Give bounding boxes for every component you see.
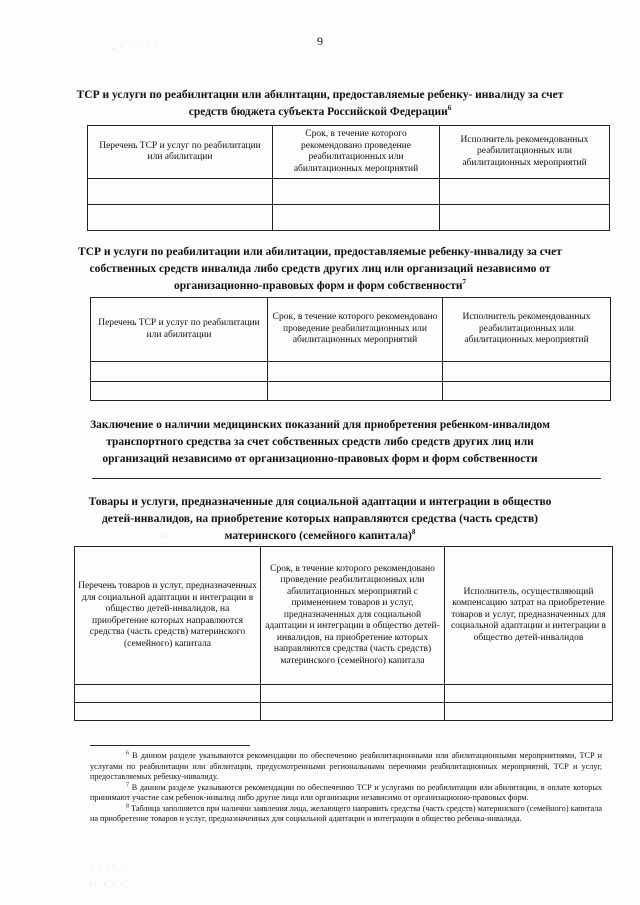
section1-table xyxy=(87,125,610,231)
table-cell xyxy=(261,685,445,703)
table-cell xyxy=(273,179,440,205)
section1-title-line: ТСР и услуги по реабилитации или абилитации, предоставляемые ребенку- инвалиду за счет xyxy=(76,89,564,101)
table-cell xyxy=(443,362,611,382)
table-header-cell: Исполнитель рекомендованных реабилитационных или абилитационных мероприятий xyxy=(440,126,610,179)
table-cell xyxy=(88,205,273,231)
table-cell xyxy=(268,362,443,382)
section2-table xyxy=(90,297,611,401)
section3-title-line: транспортного средства за счет собственных средств либо средств других лиц или xyxy=(106,436,534,448)
table-header-cell: Срок, в течение которого рекомендовано проведение реабилитационных или абилитационных мероприятий с применением товаров и услуг, предназначенных для социальной адаптации и интеграции в общество детей-инвалидов, на приобретение которых направляются средства (часть средств) материнского (семейного) капитала xyxy=(261,547,445,685)
table-header-cell: Перечень ТСР и услуг по реабилитации или абилитации xyxy=(91,298,268,362)
table-cell xyxy=(440,179,610,205)
section3-title-line: Заключение о наличии медицинских показаний для приобретения ребенком-инвалидом xyxy=(90,419,550,431)
table-row xyxy=(75,703,613,721)
footnote-ref: 7 xyxy=(462,278,467,287)
table-row xyxy=(88,205,610,231)
table-row xyxy=(91,362,611,382)
section4-title-line: Товары и услуги, предназначенные для социальной адаптации и интеграции в общество xyxy=(88,496,552,508)
footnote-ref: 8 xyxy=(411,528,416,537)
scan-artifact: ·· · · · xyxy=(90,880,126,889)
footnote-number: 8 xyxy=(126,802,129,809)
footnote-separator xyxy=(90,745,250,746)
table-header-cell: Срок, в течение которого рекомендовано проведение реабилитационных или абилитационных мероприятий xyxy=(273,126,440,179)
table-header-cell: Перечень товаров и услуг, предназначенных для социальной адаптации и интеграции в общество детей-инвалидов, на приобретение которых направляются средства (часть средств) материнского (семейного) капитала xyxy=(75,547,261,685)
table-row xyxy=(75,685,613,703)
table-cell xyxy=(91,362,268,382)
section4-table xyxy=(74,546,613,721)
scan-artifact: . · · · · · xyxy=(112,42,160,51)
table-cell xyxy=(75,703,261,721)
table-cell xyxy=(261,703,445,721)
table-header-row xyxy=(88,126,610,179)
section3-title xyxy=(70,417,570,468)
footnote xyxy=(90,783,602,804)
footnote-text: В данном разделе указываются рекомендации по обеспечению реабилитационными или абилитационными мероприятиями, ТСР и услугами по реабилитации или абилитации, предусмотренными региональными перечнями реабилитационных мероприятий, ТСР и услуг, предоставляемых ребенку-инвалиду. xyxy=(90,751,603,781)
table-header-cell: Исполнитель, осуществляющий компенсацию затрат на приобретение товаров и услуг, предназначенных для социальной адаптации и интеграции в общество детей-инвалидов xyxy=(445,547,613,685)
footnote xyxy=(90,804,602,825)
table-cell xyxy=(443,382,611,401)
footnote-ref: 6 xyxy=(447,104,452,113)
table-row xyxy=(91,382,611,401)
table-header-cell: Срок, в течение которого рекомендовано проведение реабилитационных или абилитационных мероприятий xyxy=(268,298,443,362)
footnote-text: В данном разделе указываются рекомендации по обеспечению ТСР и услугами по реабилитации или абилитации, в оплате которых принимают участие сам ребенок-инвалид либо другие лица или организации независимо от организационно-правовых форм. xyxy=(90,782,602,802)
table-header-row xyxy=(91,298,611,362)
section4-title-line: материнского (семейного капитала)$^8$ xyxy=(224,528,416,542)
table-header-cell: Исполнитель рекомендованных реабилитационных или абилитационных мероприятий xyxy=(443,298,611,362)
section2-title-line: ТСР и услуги по реабилитации или абилитации, предоставляемые ребенку-инвалиду за счет xyxy=(78,246,562,258)
footnote xyxy=(90,751,602,783)
section2-title xyxy=(70,244,570,295)
signature-line xyxy=(92,478,601,479)
table-cell xyxy=(88,179,273,205)
table-cell xyxy=(273,205,440,231)
section1-title-line: средств бюджета субъекта Российской Федерации$^6$ xyxy=(188,104,452,118)
page-number: 9 xyxy=(317,34,323,48)
section1-title xyxy=(70,87,570,121)
section2-title-line: собственных средств инвалида либо средств других лиц или организаций независимо от xyxy=(89,263,551,275)
footnote-number: 7 xyxy=(126,781,129,788)
section3-title-line: организаций независимо от организационно-правовых форм и форм собственности xyxy=(102,453,538,465)
table-header-cell: Перечень ТСР и услуг по реабилитации или абилитации xyxy=(88,126,273,179)
section4-title-line: детей-инвалидов, на приобретение которых направляются средства (часть средств) xyxy=(101,513,539,525)
table-cell xyxy=(268,382,443,401)
section2-title-line: организационно-правовых форм и форм собственности$^7$ xyxy=(173,278,467,292)
table-cell xyxy=(445,685,613,703)
table-cell xyxy=(75,685,261,703)
footnote-number: 6 xyxy=(126,750,129,757)
footnote-text: Таблица заполняется при наличии заявления лица, желающего направить средства (часть средств) материнского (семейного) капитала на приобретение товаров и услуг, предназначенных для социальной адаптации и интеграции в общество ребенка-инвалида. xyxy=(90,803,603,823)
table-row xyxy=(88,179,610,205)
footnotes xyxy=(90,751,602,825)
table-cell xyxy=(91,382,268,401)
scan-artifact: · · · · · ·· · xyxy=(118,532,180,541)
table-cell xyxy=(440,205,610,231)
scan-artifact: · · ·· · xyxy=(90,862,126,871)
table-cell xyxy=(445,703,613,721)
table-header-row xyxy=(75,547,613,685)
